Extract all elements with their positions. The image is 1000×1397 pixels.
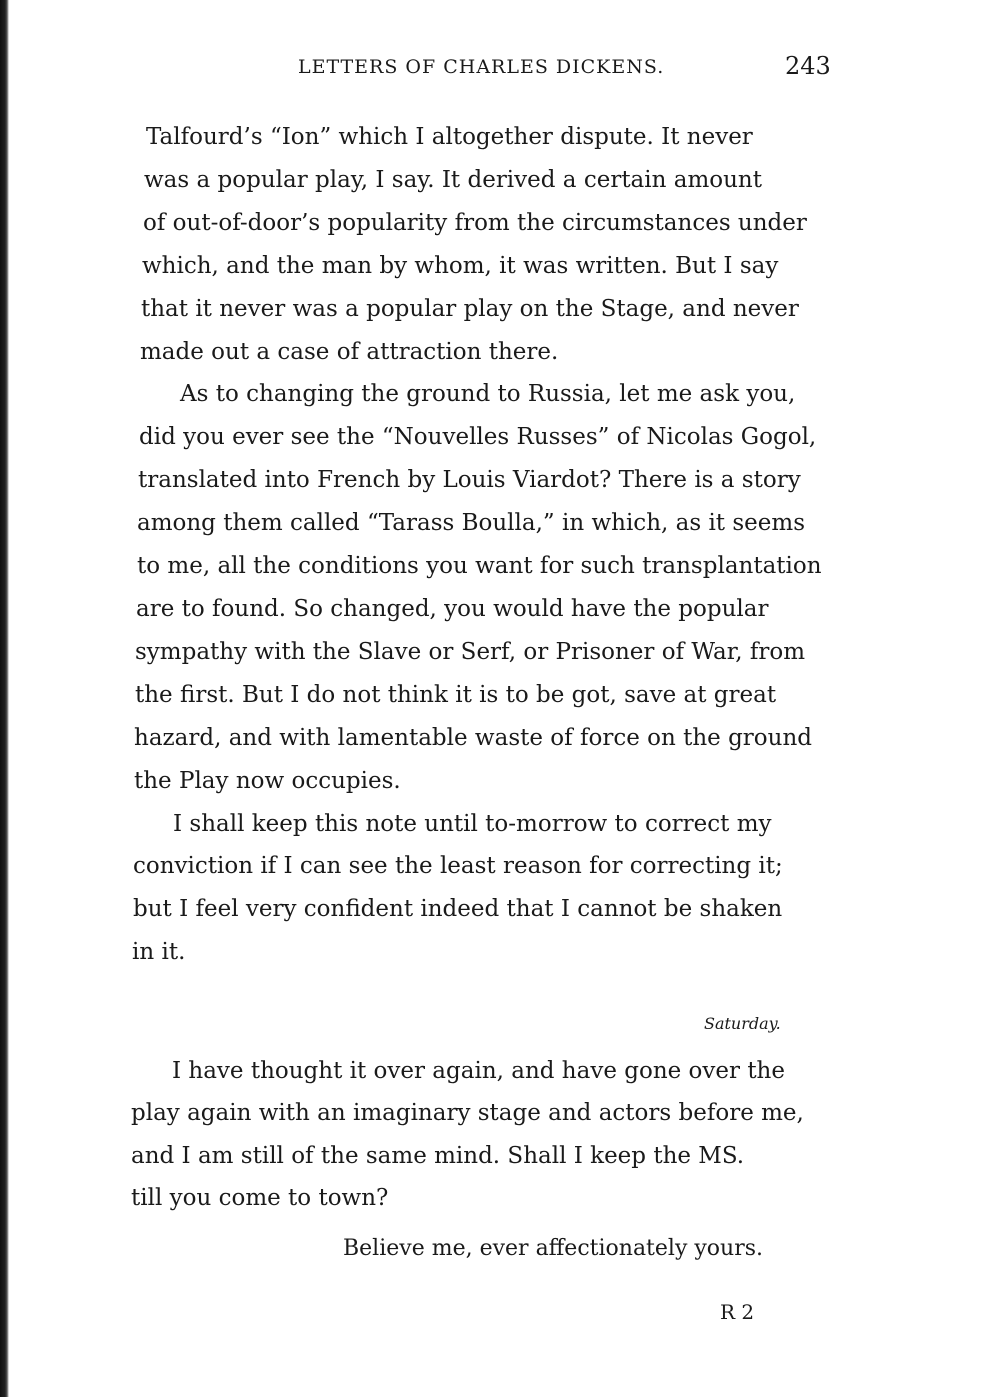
text-line: hazard, and with lamentable waste of force on the ground	[134, 725, 812, 751]
text-line: and I am still of the same mind. Shall I keep the MS.	[131, 1143, 745, 1169]
text-line: play again with an imaginary stage and actors before me,	[131, 1100, 804, 1126]
text-line: I have thought it over again, and have gone over the	[172, 1058, 785, 1084]
text-line: till you come to town?	[131, 1185, 389, 1211]
text-line: made out a case of attraction there.	[140, 339, 559, 365]
text-line: I shall keep this note until to-morrow to correct my	[173, 811, 772, 837]
text-line: did you ever see the “Nouvelles Russes” of Nicolas Gogol,	[139, 424, 817, 450]
text-line: among them called “Tarass Boulla,” in which, as it seems	[137, 510, 805, 536]
text-line: As to changing the ground to Russia, let me ask you,	[180, 381, 796, 407]
text-line: to me, all the conditions you want for such transplantation	[137, 553, 822, 579]
closing-signature: Believe me, ever affectionately yours.	[343, 1236, 764, 1261]
text-line: translated into French by Louis Viardot? There is a story	[138, 467, 801, 493]
text-line: of out-of-door’s popularity from the circumstances under	[143, 210, 807, 236]
text-line: the first. But I do not think it is to be got, save at great	[135, 682, 777, 708]
text-line: the Play now occupies.	[134, 768, 401, 794]
text-line: which, and the man by whom, it was written. But I say	[142, 253, 779, 279]
text-line: Talfourd’s “Ion” which I altogether dispute. It never	[146, 124, 753, 150]
page-number: 243	[785, 52, 831, 80]
text-line: in it.	[132, 939, 186, 965]
text-line: conviction if I can see the least reason for correcting it;	[133, 853, 783, 879]
text-line: that it never was a popular play on the Stage, and never	[141, 296, 799, 322]
text-line: was a popular play, I say. It derived a certain amount	[144, 167, 762, 193]
signature-mark: R 2	[720, 1300, 755, 1324]
text-line: but I feel very confident indeed that I cannot be shaken	[133, 896, 783, 922]
dateline: Saturday.	[704, 1014, 781, 1033]
text-line: sympathy with the Slave or Serf, or Prisoner of War, from	[135, 639, 805, 665]
text-line: are to found. So changed, you would have the popular	[136, 596, 769, 622]
running-head: LETTERS OF CHARLES DICKENS.	[298, 56, 665, 78]
